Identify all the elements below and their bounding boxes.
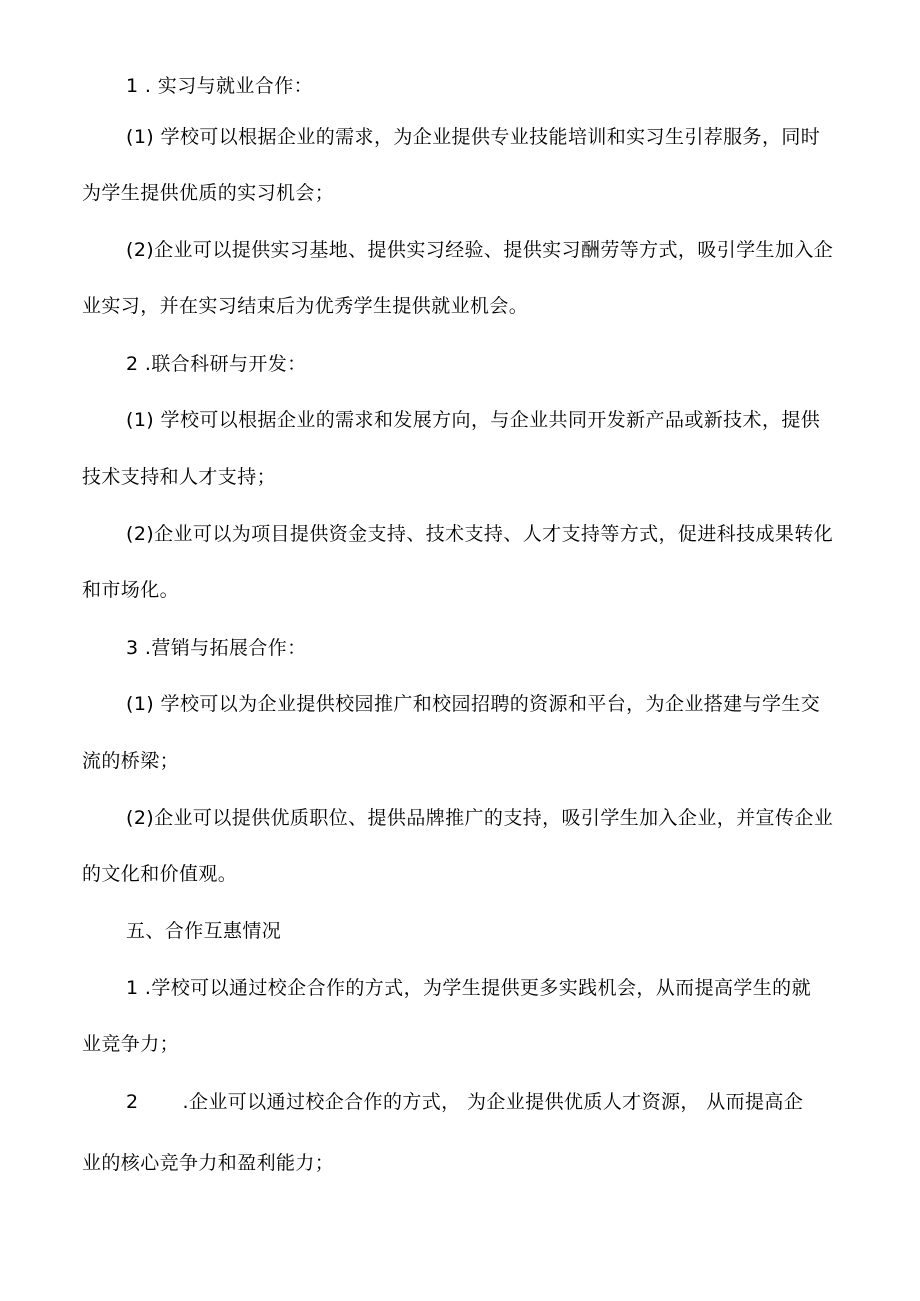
- item1-para1-line2: 为学生提供优质的实习机会；: [82, 182, 335, 204]
- item1-para2-line1: (2)企业可以提供实习基地、提供实习经验、提供实习酬劳等方式，吸引学生加入企: [126, 239, 834, 261]
- item1-heading: 1 . 实习与就业合作：: [126, 75, 314, 97]
- item3-para1-line1: (1) 学校可以为企业提供校园推广和校园招聘的资源和平台，为企业搭建与学生交: [126, 693, 821, 715]
- item3-para2-line1: (2)企业可以提供优质职位、提供品牌推广的支持，吸引学生加入企业，并宣传企业: [126, 807, 834, 829]
- section5-item2-line2: 业的核心竞争力和盈利能力；: [82, 1152, 335, 1174]
- section5-title: 五、合作互惠情况: [126, 920, 282, 942]
- section5-item1-line2: 业竞争力；: [82, 1033, 180, 1055]
- item1-para2-line2: 业实习，并在实习结束后为优秀学生提供就业机会。: [82, 295, 529, 317]
- section5-item1-line1: 1 .学校可以通过校企合作的方式，为学生提供更多实践机会，从而提高学生的就: [126, 977, 811, 999]
- item2-para1-line2: 技术支持和人才支持；: [82, 466, 277, 488]
- item2-para2-line2: 和市场化。: [82, 579, 180, 601]
- item3-para1-line2: 流的桥梁；: [82, 750, 180, 772]
- section5-item2-line1: [126, 1089, 846, 1115]
- item2-para2-line1: (2)企业可以为项目提供资金支持、技术支持、人才支持等方式，促进科技成果转化: [126, 523, 834, 545]
- item2-heading: 2 .联合科研与开发：: [126, 353, 307, 375]
- item3-heading: 3 .营销与拓展合作：: [126, 637, 307, 659]
- section5-item2-text: .企业可以通过校企合作的方式， 为企业提供优质人才资源， 从而提高企: [182, 1091, 804, 1113]
- item1-para1-line1: (1) 学校可以根据企业的需求，为企业提供专业技能培训和实习生引荐服务，同时: [126, 126, 821, 148]
- item3-para2-line2: 的文化和价值观。: [82, 863, 238, 885]
- item2-para1-line1: (1) 学校可以根据企业的需求和发展方向，与企业共同开发新产品或新技术，提供: [126, 409, 821, 431]
- section5-item2-number: 2: [126, 1091, 139, 1113]
